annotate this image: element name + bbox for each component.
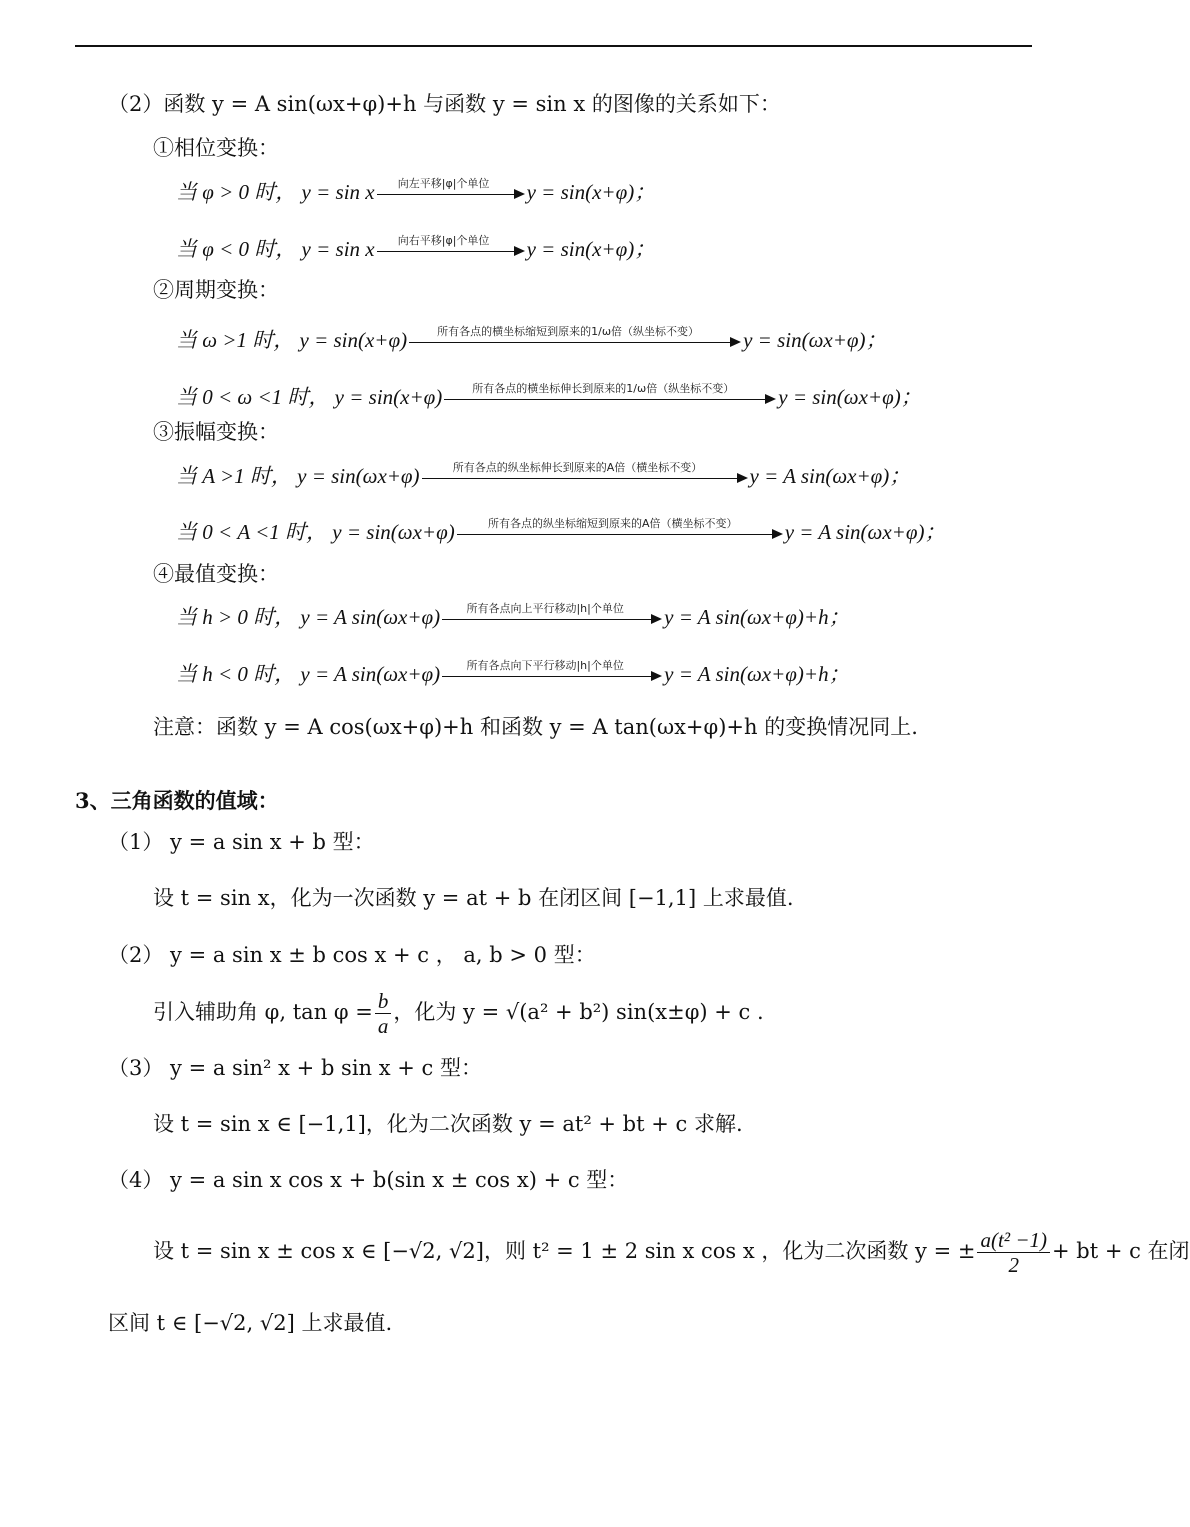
type-4-heading: （4） y = a sin x cos x + b(sin x ± cos x) + c 型：: [108, 1168, 629, 1192]
shift-up-arrow: [442, 603, 662, 631]
period-stretch-lhs: 当 0 < ω <1 时， y = sin(x+φ): [176, 385, 443, 409]
phase-negative-arrow: [377, 235, 525, 263]
type-2-body: [153, 986, 764, 1038]
type-2-body-end: ，化为 y = √(a² + b²) sin(x±φ) + c .: [393, 1000, 764, 1024]
amplitude-stretch-lhs: 当 A >1 时， y = sin(ωx+φ): [176, 464, 420, 488]
amplitude-shrink-caption: 所有各点的纵坐标缩短到原来的A倍（横坐标不变）: [487, 517, 738, 530]
phase-negative-caption: 向右平移|φ|个单位: [397, 234, 490, 247]
period-stretch-rhs: y = sin(ωx+φ)；: [778, 385, 922, 409]
type-4-body: [153, 1225, 1190, 1277]
note-line: 注意：函数 y = A cos(ωx+φ)+h 和函数 y = A tan(ωx+φ)+h 的变换情况同上.: [153, 715, 918, 739]
subheading-phase: ①相位变换：: [153, 136, 279, 160]
type-2-heading: （2） y = a sin x ± b cos x + c ， a, b > 0 型：: [108, 943, 596, 967]
amplitude-stretch-caption: 所有各点的纵坐标伸长到原来的A倍（横坐标不变）: [452, 461, 703, 474]
period-shrink-arrow: [409, 326, 741, 354]
amplitude-shrink-arrow: [457, 518, 783, 546]
phase-positive-lhs: 当 φ > 0 时， y = sin x: [176, 180, 375, 204]
amplitude-shrink-lhs: 当 0 < A <1 时， y = sin(ωx+φ): [176, 520, 455, 544]
tan-fraction-denominator: a: [377, 1014, 389, 1038]
period-shrink-lhs: 当 ω >1 时， y = sin(x+φ): [176, 328, 408, 352]
amplitude-shrink-rhs: y = A sin(ωx+φ)；: [784, 520, 946, 544]
amplitude-stretch-arrow: [422, 462, 748, 490]
type-2-body-start: 引入辅助角 φ, tan φ =: [153, 1000, 373, 1024]
phase-positive-rhs: y = sin(x+φ)；: [526, 180, 656, 204]
period-stretch-arrow: [444, 383, 776, 411]
shift-up-lhs: 当 h > 0 时， y = A sin(ωx+φ): [176, 605, 441, 629]
header-rule: [75, 45, 1032, 47]
shift-down-row: [176, 660, 850, 688]
shift-up-rhs: y = A sin(ωx+φ)+h；: [664, 605, 850, 629]
type-4-body-start: 设 t = sin x ± cos x ∈ [−√2, √2]，则 t² = 1 ± 2 sin x cos x ，化为二次函数 y = ±: [153, 1239, 976, 1263]
shift-down-rhs: y = A sin(ωx+φ)+h；: [664, 662, 850, 686]
type-3-heading: （3） y = a sin² x + b sin x + c 型：: [108, 1056, 482, 1080]
subheading-amplitude: ③振幅变换：: [153, 420, 279, 444]
phase-negative-row: [176, 235, 655, 263]
period-shrink-rhs: y = sin(ωx+φ)；: [743, 328, 887, 352]
shift-down-caption: 所有各点向下平行移动|h|个单位: [466, 659, 624, 672]
type-4-body-continued: 区间 t ∈ [−√2, √2] 上求最值.: [108, 1311, 393, 1335]
phase-negative-rhs: y = sin(x+φ)；: [526, 237, 656, 261]
phase-positive-row: [176, 178, 655, 206]
type-3-body: 设 t = sin x ∈ [−1,1]，化为二次函数 y = at² + bt + c 求解.: [153, 1112, 743, 1136]
type-1-heading: （1） y = a sin x + b 型：: [108, 830, 375, 854]
phase-positive-caption: 向左平移|φ|个单位: [397, 177, 490, 190]
period-shrink-caption: 所有各点的横坐标缩短到原来的1/ω倍（纵坐标不变）: [437, 325, 700, 338]
quadratic-fraction: [977, 1228, 1050, 1277]
amplitude-stretch-row: [176, 462, 910, 490]
type-4-body-end: + bt + c 在闭: [1052, 1239, 1190, 1263]
tan-fraction-numerator: b: [375, 989, 392, 1014]
type-1-body: 设 t = sin x，化为一次函数 y = at + b 在闭区间 [−1,1] 上求最值.: [153, 886, 794, 910]
shift-down-arrow: [442, 660, 662, 688]
subheading-period: ②周期变换：: [153, 278, 279, 302]
phase-negative-lhs: 当 φ < 0 时， y = sin x: [176, 237, 375, 261]
text-line-1: （2）函数 y = A sin(ωx+φ)+h 与函数 y = sin x 的图像的关系如下：: [108, 92, 781, 116]
subheading-extremum: ④最值变换：: [153, 562, 279, 586]
quadratic-fraction-denominator: 2: [1008, 1253, 1019, 1277]
tan-fraction: [375, 989, 392, 1038]
period-stretch-caption: 所有各点的横坐标伸长到原来的1/ω倍（纵坐标不变）: [472, 382, 735, 395]
phase-positive-arrow: [377, 178, 525, 206]
section-heading-3: 3、三角函数的值域：: [75, 788, 279, 813]
period-shrink-row: [176, 326, 887, 354]
period-stretch-row: [176, 383, 922, 411]
shift-down-lhs: 当 h < 0 时， y = A sin(ωx+φ): [176, 662, 441, 686]
amplitude-stretch-rhs: y = A sin(ωx+φ)；: [749, 464, 911, 488]
shift-up-caption: 所有各点向上平行移动|h|个单位: [466, 602, 624, 615]
shift-up-row: [176, 603, 850, 631]
quadratic-fraction-numerator: a(t² −1): [977, 1228, 1050, 1253]
amplitude-shrink-row: [176, 518, 945, 546]
